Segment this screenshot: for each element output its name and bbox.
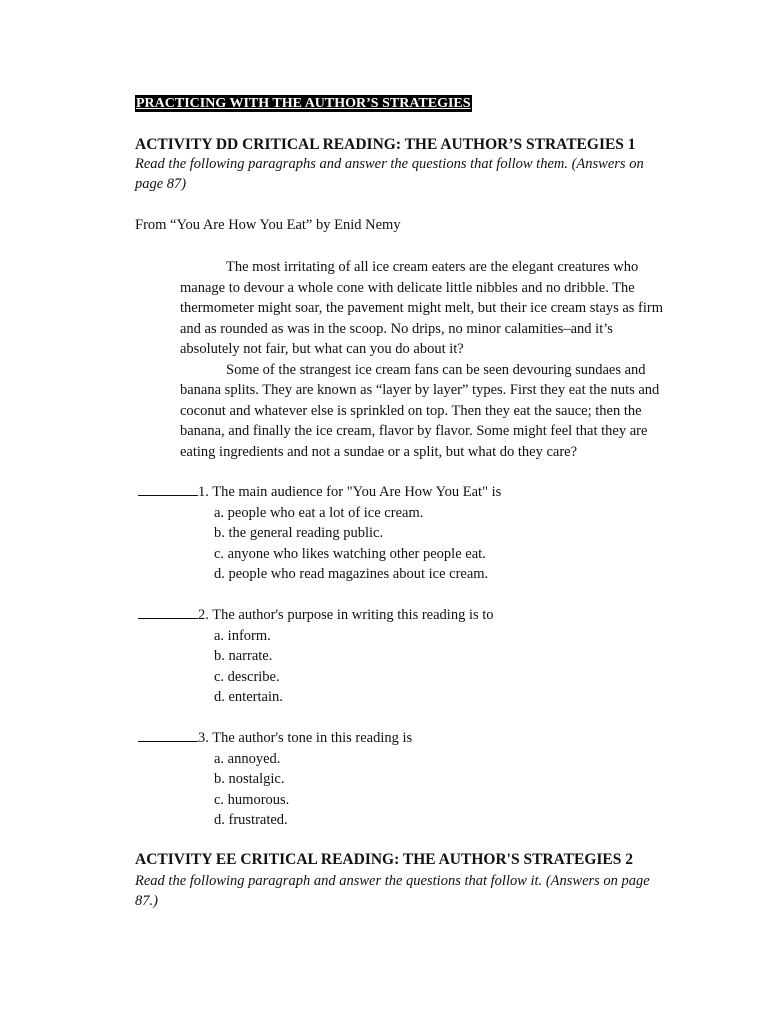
question-1 — [138, 482, 501, 585]
activity-dd-heading: ACTIVITY DD CRITICAL READING: THE AUTHOR’S STRATEGIES 1 — [135, 136, 636, 153]
reading-passage — [180, 257, 672, 462]
option-c: c. describe. — [214, 668, 280, 685]
activity-ee-instructions: Read the following paragraph and answer the questions that follow it. (Answers on page 87.) — [135, 873, 650, 909]
answer-blank-2[interactable] — [138, 606, 198, 619]
question-stem: 2. The author's purpose in writing this reading is to — [198, 607, 494, 623]
question-3 — [138, 728, 412, 831]
answer-options — [138, 626, 494, 708]
option-b: b. nostalgic. — [214, 771, 285, 787]
section-title: PRACTICING WITH THE AUTHOR’S STRATEGIES — [136, 96, 471, 111]
option-b: b. narrate. — [214, 648, 273, 664]
question-stem: 3. The author's tone in this reading is — [198, 730, 413, 746]
passage-paragraph: The most irritating of all ice cream eaters are the elegant creatures who manage to devour a whole cone with delicate little nibbles and no dribble. The thermometer might soar, the pavement might melt, but their ice cream stays as firm and as rounded as was in the scoop. No drips, no minor calamities–and it’s absolutely not fair, but what can you do about it? — [180, 259, 664, 357]
question-2 — [138, 605, 494, 708]
activity-ee-heading: ACTIVITY EE CRITICAL READING: THE AUTHOR'S STRATEGIES 2 — [135, 851, 633, 868]
option-a: a. people who eat a lot of ice cream. — [214, 504, 424, 521]
option-c: c. anyone who likes watching other people eat. — [214, 545, 486, 562]
option-d: d. entertain. — [214, 689, 283, 705]
answer-options — [138, 503, 501, 585]
option-d: d. people who read magazines about ice cream. — [214, 566, 489, 582]
option-a: a. annoyed. — [214, 750, 281, 767]
source-citation: From “You Are How You Eat” by Enid Nemy — [135, 217, 401, 233]
option-d: d. frustrated. — [214, 812, 288, 828]
activity-dd-instructions: Read the following paragraphs and answer the questions that follow them. (Answers on page 87) — [135, 156, 644, 192]
option-a: a. inform. — [214, 627, 271, 644]
question-stem: 1. The main audience for "You Are How You Eat" is — [198, 484, 502, 500]
answer-options — [138, 749, 412, 831]
option-c: c. humorous. — [214, 791, 290, 808]
option-b: b. the general reading public. — [214, 525, 384, 541]
passage-paragraph: Some of the strangest ice cream fans can be seen devouring sundaes and banana splits. They are known as “layer by layer” types. First they eat the nuts and coconut and whatever else is sprinkled on top. Then they eat the sauce; then the banana, and finally the ice cream, flavor by flavor. Some might feel that they are eating ingredients and not a sundae or a split, but what do they care? — [180, 361, 660, 460]
answer-blank-1[interactable] — [138, 483, 198, 496]
answer-blank-3[interactable] — [138, 729, 198, 742]
